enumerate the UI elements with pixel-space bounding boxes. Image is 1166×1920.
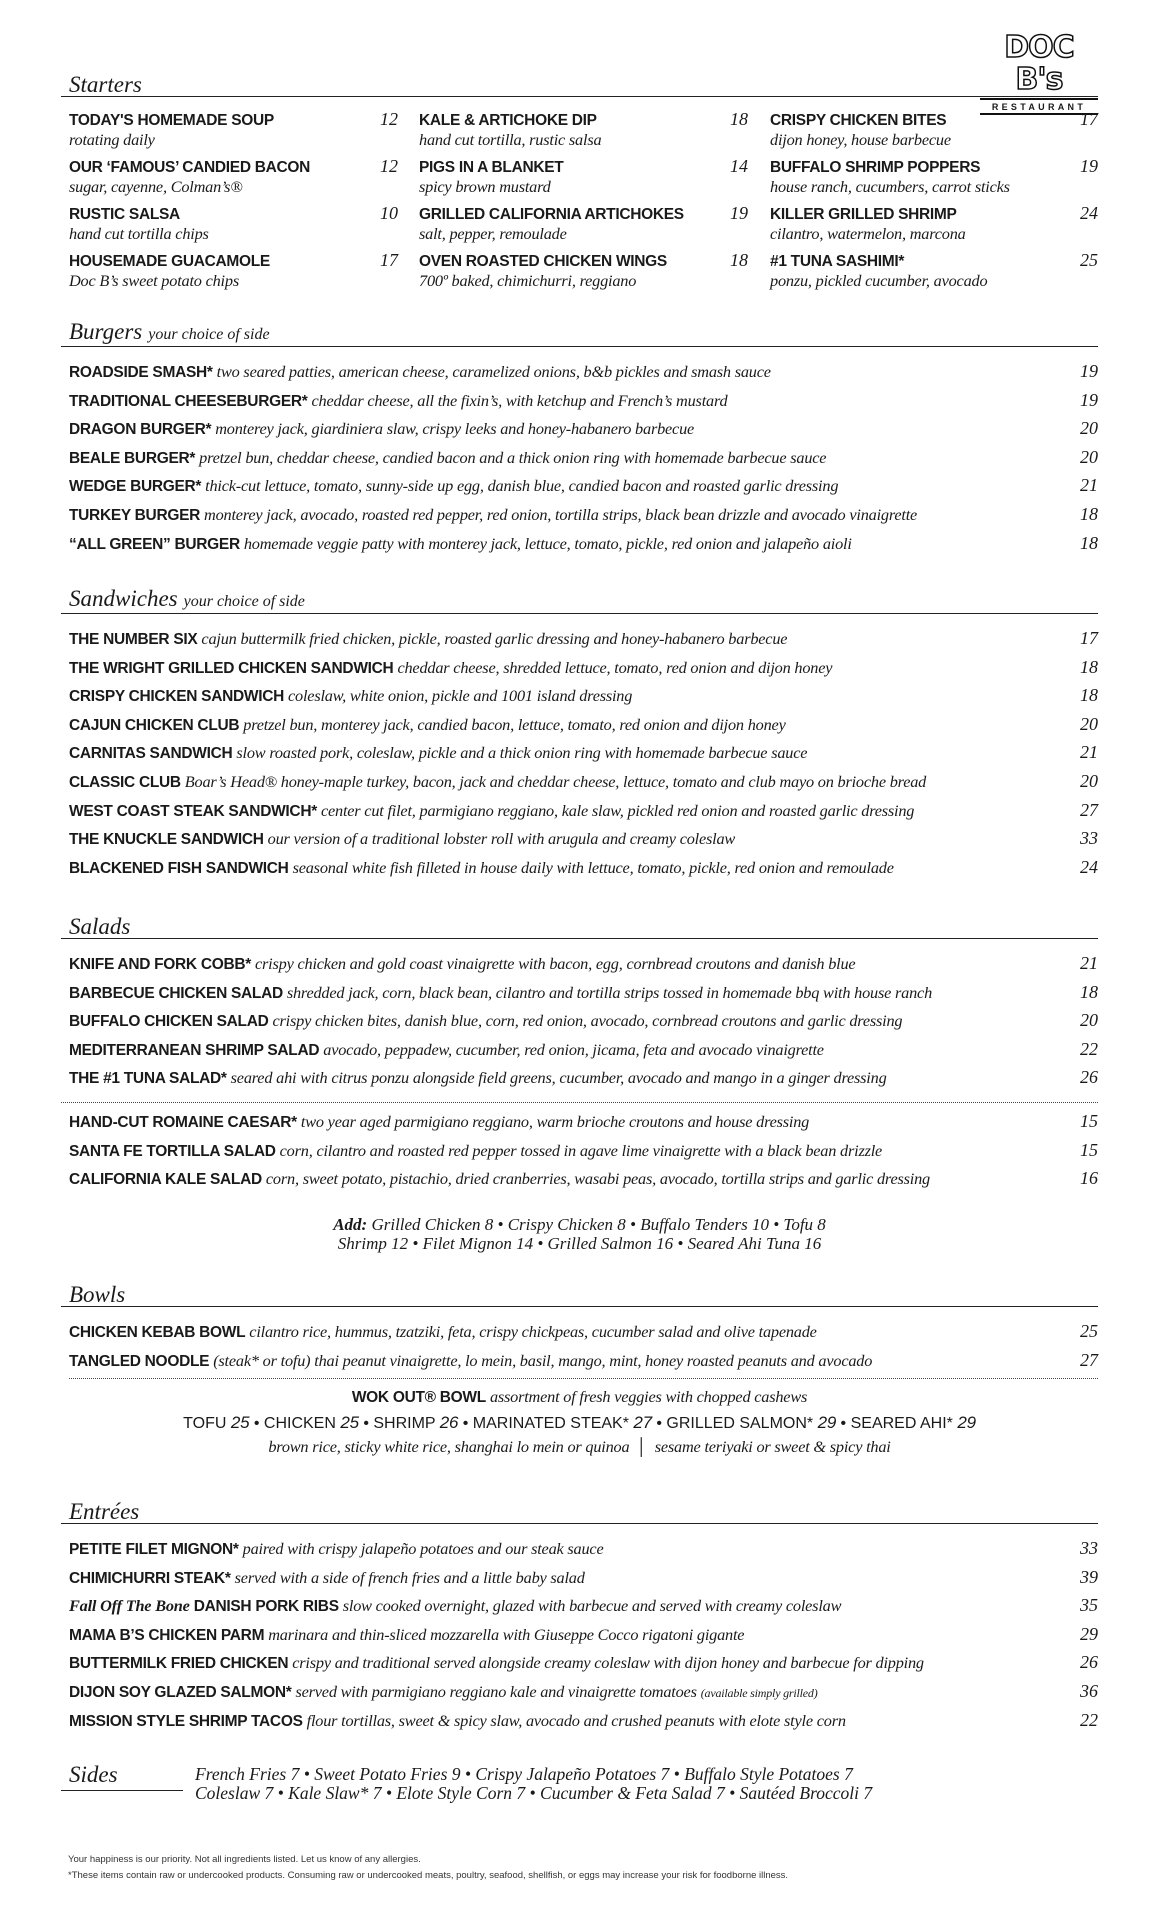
item-text (69, 715, 1068, 735)
item-price: 35 (1080, 1595, 1098, 1616)
item-name: CRISPY CHICKEN BITES (770, 112, 947, 129)
item-text (69, 858, 1068, 878)
item-description: homemade veggie patty with monterey jack, lettuce, tomato, pickle, red onion and jalapeño aioli (243, 533, 852, 553)
item-name: RUSTIC SALSA (69, 206, 180, 223)
menu-item (61, 685, 1098, 714)
item-description: avocado, peppadew, cucumber, red onion, jicama, feta and avocado vinaigrette (323, 1039, 824, 1059)
menu-item (61, 1039, 1098, 1068)
item-name: PETITE FILET MIGNON* (69, 1541, 239, 1558)
menu-item (61, 628, 1098, 657)
item-name: CAJUN CHICKEN CLUB (69, 716, 240, 734)
item-price: 18 (1080, 685, 1098, 706)
protein-name: CHICKEN (263, 1415, 336, 1433)
item-name: CARNITAS SANDWICH (69, 745, 233, 763)
item-description: cheddar cheese, all the fixin’s, with ketchup and French’s mustard (311, 390, 728, 410)
menu-item (61, 1067, 1098, 1096)
item-name: THE NUMBER SIX (69, 631, 198, 648)
item-description: paired with crispy jalapeño potatoes and our steak sauce (242, 1539, 604, 1558)
item-description: coleslaw, white onion, pickle and 1001 island dressing (288, 686, 633, 706)
section-title-text: Burgers (69, 319, 143, 344)
item-name: CHICKEN KEBAB BOWL (69, 1324, 246, 1341)
item-name: CLASSIC CLUB (69, 773, 181, 791)
item-price: 17 (1080, 628, 1098, 648)
item-name: ROADSIDE SMASH* (69, 364, 213, 381)
dotted-divider (69, 1378, 1098, 1379)
menu-item (69, 205, 398, 252)
item-price: 25 (1080, 1321, 1098, 1341)
item-price: 26 (1080, 1652, 1098, 1673)
menu-item (419, 158, 748, 205)
item-description: monterey jack, avocado, roasted red pepper, red onion, tortilla strips, black bean drizzle and avocado vinaigrette (204, 504, 918, 524)
section-title (69, 586, 305, 615)
item-description: served with a side of french fries and a little baby salad (234, 1567, 585, 1587)
item-name: WEDGE BURGER* (69, 478, 202, 496)
item-price: 17 (1080, 109, 1098, 129)
menu-item (61, 390, 1098, 419)
section-header (61, 320, 1098, 347)
item-text (69, 1711, 1068, 1731)
item-text (69, 658, 1068, 678)
menu-item (61, 447, 1098, 476)
item-description: Boar’s Head® honey-maple turkey, bacon, jack and cheddar cheese, lettuce, tomato and club mayo on brioche bread (184, 771, 927, 791)
item-name: MAMA B’S CHICKEN PARM (69, 1626, 265, 1644)
item-description: cilantro, watermelon, marcona (770, 224, 966, 243)
menu-item (69, 111, 398, 158)
item-description: ponzu, pickled cucumber, avocado (770, 271, 988, 290)
item-price: 33 (1080, 828, 1098, 849)
item-price: 27 (1080, 1349, 1098, 1370)
item-name: TURKEY BURGER (69, 506, 201, 524)
item-price: 21 (1080, 953, 1098, 973)
item-text (69, 829, 1068, 849)
raw-food-warning: *These items contain raw or undercooked products. Consuming raw or undercooked meats, poultry, seafood, shellfish, or eggs may increase your risk for foodborne illness. (68, 1870, 789, 1881)
protein-price: 25 (340, 1413, 359, 1433)
item-price: 14 (730, 156, 748, 176)
add-line-1: Grilled Chicken 8 • Crispy Chicken 8 • Buffalo Tenders 10 • Tofu 8 (371, 1214, 826, 1234)
protein-name: SEARED AHI* (850, 1415, 953, 1433)
item-price: 27 (1080, 799, 1098, 820)
section-header (61, 912, 1098, 939)
item-description: spicy brown mustard (419, 177, 551, 196)
item-description: salt, pepper, remoulade (419, 224, 567, 243)
section-subtitle: your choice of side (183, 593, 305, 610)
item-price: 18 (1080, 656, 1098, 677)
item-description: slow roasted pork, coleslaw, pickle and a thick onion ring with homemade barbecue sauce (236, 743, 808, 763)
item-price: 18 (1080, 532, 1098, 553)
item-price: 36 (1080, 1680, 1098, 1701)
item-price: 18 (1080, 981, 1098, 1002)
burger-list (61, 347, 1098, 561)
item-name: PIGS IN A BLANKET (419, 159, 564, 176)
item-price: 22 (1080, 1709, 1098, 1730)
item-price: 29 (1080, 1623, 1098, 1644)
dotted-divider (61, 1102, 1098, 1103)
menu-item (61, 1010, 1098, 1039)
menu-item (61, 1595, 1098, 1624)
item-price: 18 (730, 250, 748, 270)
item-name: MEDITERRANEAN SHRIMP SALAD (69, 1041, 320, 1059)
section-bowls (61, 1280, 1098, 1457)
item-text (69, 419, 1068, 439)
item-name: DANISH PORK RIBS (193, 1598, 339, 1616)
item-price: 24 (1080, 203, 1098, 223)
menu-item (61, 533, 1098, 562)
menu-item (61, 1567, 1098, 1596)
section-starters (61, 70, 1098, 297)
menu-item (61, 1168, 1098, 1197)
item-text (69, 1011, 1068, 1031)
sides-list (195, 1765, 872, 1803)
item-text (69, 362, 1068, 382)
menu-item (69, 252, 398, 299)
item-name: TANGLED NOODLE (69, 1352, 210, 1370)
item-text (69, 1112, 1068, 1132)
menu-item (419, 111, 748, 158)
menu-item (419, 205, 748, 252)
menu-item (61, 1652, 1098, 1681)
item-price: 16 (1080, 1168, 1098, 1189)
item-description: pretzel bun, cheddar cheese, candied bacon and a thick onion ring with homemade barbecue sauce (199, 447, 827, 467)
item-description: flour tortillas, sweet & spicy slaw, avocado and crushed peanuts with elote style corn (306, 1710, 846, 1730)
item-price: 19 (1080, 156, 1098, 176)
item-name: CRISPY CHICKEN SANDWICH (69, 688, 284, 706)
item-text (69, 743, 1068, 763)
item-description: rotating daily (69, 130, 155, 149)
allergy-note: Your happiness is our priority. Not all ingredients listed. Let us know of any allergies. (68, 1854, 421, 1865)
wok-out-bowl: WOK OUT® BOWL assortment of fresh veggies with chopped cashews TOFU 25 • CHICKEN 25 • SHRIMP 26 • MARINATED STEAK* 27 • GRILLED SALMON* 29 • SEARED AHI* 29 brown rice, sticky white rice, shanghai lo mein or quinoa │ sesame teriyaki or sweet & spicy thai (61, 1385, 1098, 1457)
menu-item (61, 361, 1098, 390)
item-description: crispy chicken and gold coast vinaigrette with bacon, egg, cornbread croutons and danish blue (255, 954, 856, 973)
item-description: hand cut tortilla chips (69, 224, 209, 243)
menu-item (61, 418, 1098, 447)
item-text (69, 1322, 1068, 1342)
item-price: 17 (380, 250, 398, 270)
item-name: OUR ‘FAMOUS’ CANDIED BACON (69, 159, 311, 176)
item-name: HAND-CUT ROMAINE CAESAR* (69, 1113, 297, 1131)
item-description: two seared patties, american cheese, caramelized onions, b&b pickles and smash sauce (216, 362, 771, 381)
menu-item (61, 1681, 1098, 1710)
item-text (69, 1539, 1068, 1559)
protein-name: GRILLED SALMON* (666, 1415, 814, 1433)
menu-item (770, 158, 1098, 205)
item-text (69, 772, 1068, 792)
item-name: THE WRIGHT GRILLED CHICKEN SANDWICH (69, 659, 394, 677)
section-sides (61, 1760, 873, 1803)
menu-item (61, 504, 1098, 533)
logo-main: DOC B's (1004, 30, 1074, 97)
starters-grid (61, 97, 1098, 297)
menu-item (61, 657, 1098, 686)
sides-line-2: Coleslaw 7 • Kale Slaw* 7 • Elote Style Corn 7 • Cucumber & Feta Salad 7 • Sautéed Broccoli 7 (195, 1783, 873, 1803)
item-name: “ALL GREEN” BURGER (69, 535, 240, 553)
item-description: cheddar cheese, shredded lettuce, tomato, red onion and dijon honey (397, 657, 833, 677)
menu-item (61, 771, 1098, 800)
section-title (69, 319, 270, 348)
item-name: DRAGON BURGER* (69, 421, 212, 439)
item-name: THE #1 TUNA SALAD* (69, 1070, 227, 1088)
item-price: 24 (1080, 856, 1098, 877)
wok-desc: assortment of fresh veggies with chopped cashews (489, 1387, 808, 1407)
wok-name: WOK OUT® BOWL (351, 1389, 486, 1407)
item-price: 10 (380, 203, 398, 223)
item-text (69, 1141, 1068, 1161)
item-price: 22 (1080, 1038, 1098, 1059)
item-description: our version of a traditional lobster roll with arugula and creamy coleslaw (267, 829, 736, 849)
item-text (69, 686, 1068, 706)
item-text (69, 1351, 1068, 1371)
section-title: Salads (69, 914, 131, 939)
protein-price: 25 (230, 1413, 250, 1433)
item-description: sugar, cayenne, Colman’s® (69, 177, 243, 196)
section-header (61, 1280, 1098, 1307)
item-price: 19 (1080, 389, 1098, 410)
section-header (61, 70, 1098, 97)
item-price: 18 (1080, 503, 1098, 524)
logo-sub: RESTAURANT (980, 98, 1098, 115)
salad-list-2 (61, 1111, 1098, 1197)
item-description: thick-cut lettuce, tomato, sunny-side up egg, danish blue, candied bacon and roasted garlic dressing (205, 476, 839, 496)
protein-name: TOFU (183, 1415, 227, 1433)
wok-bases: brown rice, sticky white rice, shanghai lo mein or quinoa (268, 1437, 630, 1457)
item-price: 12 (380, 156, 398, 176)
item-name: BEALE BURGER* (69, 449, 196, 467)
menu-item (770, 205, 1098, 252)
item-name: SANTA FE TORTILLA SALAD (69, 1142, 276, 1160)
item-description: cajun buttermilk fried chicken, pickle, roasted garlic dressing and honey-habanero barbecue (201, 629, 788, 648)
item-description: monterey jack, giardiniera slaw, crispy leeks and honey-habanero barbecue (215, 419, 695, 439)
item-price: 12 (380, 109, 398, 129)
item-text (69, 1040, 1068, 1060)
item-name: KALE & ARTICHOKE DIP (419, 112, 597, 129)
menu-item (61, 857, 1098, 886)
starter-column (770, 111, 1098, 299)
item-name: TODAY'S HOMEMADE SOUP (69, 112, 274, 129)
section-title: Bowls (69, 1282, 126, 1307)
menu-item (61, 1624, 1098, 1653)
section-title: Entrées (69, 1499, 140, 1524)
item-price: 18 (730, 109, 748, 129)
item-name: HOUSEMADE GUACAMOLE (69, 253, 270, 270)
item-name: OVEN ROASTED CHICKEN WINGS (419, 253, 667, 270)
menu-item (61, 1350, 1098, 1379)
menu-item (770, 111, 1098, 158)
menu-item (61, 1111, 1098, 1140)
item-name: CALIFORNIA KALE SALAD (69, 1171, 262, 1189)
item-description: cilantro rice, hummus, tzatziki, feta, crispy chickpeas, cucumber salad and olive tapenade (249, 1322, 817, 1341)
item-name: BUFFALO SHRIMP POPPERS (770, 159, 981, 176)
section-burgers (61, 320, 1098, 561)
menu-item (61, 953, 1098, 982)
entree-list (61, 1524, 1098, 1738)
item-name: MISSION STYLE SHRIMP TACOS (69, 1712, 303, 1730)
menu-item (61, 475, 1098, 504)
menu-item (419, 252, 748, 299)
menu-item (61, 828, 1098, 857)
menu-item (61, 1710, 1098, 1739)
item-name: KILLER GRILLED SHRIMP (770, 206, 957, 223)
item-price: 26 (1080, 1067, 1098, 1088)
separator-dot: • (651, 1415, 667, 1433)
separator-dot: • (249, 1415, 264, 1433)
item-text (69, 505, 1068, 525)
item-text (69, 801, 1068, 821)
item-description: corn, sweet potato, pistachio, dried cranberries, wasabi peas, avocado, tortilla strips and garlic dressing (265, 1169, 930, 1189)
item-name: BUFFALO CHICKEN SALAD (69, 1013, 269, 1031)
section-salads (61, 912, 1098, 1253)
menu-item (69, 158, 398, 205)
wok-sauces: sesame teriyaki or sweet & spicy thai (654, 1437, 891, 1457)
item-price: 20 (1080, 713, 1098, 734)
menu-item (61, 1538, 1098, 1567)
item-price: 33 (1080, 1538, 1098, 1558)
item-text (69, 983, 1068, 1003)
item-description: (steak* or tofu) thai peanut vinaigrette, lo mein, basil, mango, mint, honey roasted peanuts and avocado (213, 1350, 873, 1370)
item-name: CHIMICHURRI STEAK* (69, 1569, 231, 1587)
section-header (61, 587, 1098, 614)
menu-item (61, 742, 1098, 771)
item-description: seared ahi with citrus ponzu alongside field greens, cucumber, avocado and mango in a ginger dressing (230, 1068, 887, 1088)
menu-item (61, 982, 1098, 1011)
menu-item (61, 1140, 1098, 1169)
item-description: 700º baked, chimichurri, reggiano (419, 271, 637, 290)
item-name: #1 TUNA SASHIMI* (770, 253, 905, 270)
item-description: seasonal white fish filleted in house daily with lettuce, tomato, pickle, red onion and remoulade (292, 857, 894, 877)
separator-dot: • (458, 1415, 473, 1433)
separator-dot: • (358, 1415, 374, 1433)
bowl-list (61, 1307, 1098, 1378)
item-text (69, 1596, 1068, 1616)
item-name: BLACKENED FISH SANDWICH (69, 859, 289, 877)
item-description: dijon honey, house barbecue (770, 130, 951, 149)
section-title-text: Sandwiches (69, 586, 178, 611)
protein-price: 27 (633, 1413, 652, 1433)
item-note: (available simply grilled) (700, 1685, 818, 1700)
wok-proteins (61, 1410, 1098, 1437)
item-text (69, 1068, 1068, 1088)
item-text (69, 1682, 1068, 1702)
item-description: crispy and traditional served alongside creamy coleslaw with dijon honey and barbecue for dipping (292, 1653, 924, 1673)
item-price: 19 (730, 203, 748, 223)
add-line-2: Shrimp 12 • Filet Mignon 14 • Grilled Salmon 16 • Seared Ahi Tuna 16 (337, 1233, 822, 1253)
item-description: served with parmigiano reggiano kale and vinaigrette tomatoes (295, 1681, 697, 1701)
item-name: WEST COAST STEAK SANDWICH* (69, 802, 317, 820)
item-price: 25 (1080, 250, 1098, 270)
item-description: hand cut tortilla, rustic salsa (419, 130, 602, 149)
item-description: pretzel bun, monterey jack, candied bacon, lettuce, tomato, red onion and dijon honey (243, 714, 786, 734)
item-price: 20 (1080, 1010, 1098, 1031)
section-title: Starters (69, 72, 142, 97)
item-text (69, 391, 1068, 411)
item-description: Doc B’s sweet potato chips (69, 271, 239, 290)
item-description: corn, cilantro and roasted red pepper tossed in agave lime vinaigrette with a black bean drizzle (279, 1140, 883, 1160)
item-description: slow cooked overnight, glazed with barbecue and served with creamy coleslaw (342, 1596, 842, 1616)
item-text (69, 1625, 1068, 1645)
starter-column (419, 111, 748, 299)
menu-item (61, 800, 1098, 829)
item-text (69, 448, 1068, 468)
item-text (69, 1568, 1068, 1588)
item-name: DIJON SOY GLAZED SALMON* (69, 1683, 292, 1701)
item-description: house ranch, cucumbers, carrot sticks (770, 177, 1010, 196)
menu-item (770, 252, 1098, 299)
item-text (69, 534, 1068, 554)
item-price: 20 (1080, 770, 1098, 791)
item-price: 15 (1080, 1139, 1098, 1160)
sandwich-list (61, 614, 1098, 885)
item-name: BUTTERMILK FRIED CHICKEN (69, 1655, 289, 1673)
menu-item (61, 1321, 1098, 1350)
item-name: TRADITIONAL CHEESEBURGER* (69, 392, 308, 410)
item-text (69, 1653, 1068, 1673)
section-sandwiches (61, 587, 1098, 885)
item-text (69, 476, 1068, 496)
item-prefix: Fall Off The Bone (69, 1596, 190, 1616)
salad-list (61, 939, 1098, 1096)
protein-price: 29 (957, 1413, 976, 1433)
item-price: 20 (1080, 446, 1098, 467)
item-description: center cut filet, parmigiano reggiano, kale slaw, pickled red onion and roasted garlic dressing (320, 800, 915, 820)
section-subtitle: your choice of side (148, 326, 270, 343)
salad-add-ons (61, 1215, 1098, 1253)
item-price: 21 (1080, 475, 1098, 496)
item-description: two year aged parmigiano reggiano, warm brioche croutons and house dressing (300, 1111, 810, 1131)
item-price: 39 (1080, 1566, 1098, 1587)
item-price: 15 (1080, 1110, 1098, 1131)
sides-line-1: French Fries 7 • Sweet Potato Fries 9 • Crispy Jalapeño Potatoes 7 • Buffalo Style Potatoes 7 (195, 1764, 853, 1784)
item-description: crispy chicken bites, danish blue, corn, red onion, avocado, cornbread croutons and garlic dressing (272, 1011, 903, 1031)
item-description: marinara and thin-sliced mozzarella with Giuseppe Cocco rigatoni gigante (268, 1624, 745, 1644)
item-text (69, 629, 1068, 649)
section-header (61, 1497, 1098, 1524)
section-title: Sides (61, 1760, 183, 1791)
item-price: 21 (1080, 742, 1098, 763)
item-price: 20 (1080, 418, 1098, 439)
item-text (69, 1169, 1068, 1189)
item-name: BARBECUE CHICKEN SALAD (69, 984, 283, 1002)
item-price: 19 (1080, 361, 1098, 381)
item-name: GRILLED CALIFORNIA ARTICHOKES (419, 206, 684, 223)
protein-price: 26 (439, 1413, 459, 1433)
protein-price: 29 (817, 1413, 837, 1433)
protein-name: MARINATED STEAK* (472, 1415, 629, 1433)
menu-item (61, 714, 1098, 743)
item-text (69, 954, 1068, 974)
item-name: THE KNUCKLE SANDWICH (69, 831, 264, 849)
footer-notes (68, 1852, 788, 1884)
starter-column (69, 111, 398, 299)
item-description: shredded jack, corn, black bean, cilantro and tortilla strips tossed in homemade bbq with house ranch (286, 982, 933, 1002)
section-entrees (61, 1497, 1098, 1738)
separator-dot: • (836, 1415, 851, 1433)
protein-name: SHRIMP (373, 1415, 436, 1433)
item-name: KNIFE AND FORK COBB* (69, 956, 252, 973)
add-label: Add: (333, 1214, 368, 1234)
